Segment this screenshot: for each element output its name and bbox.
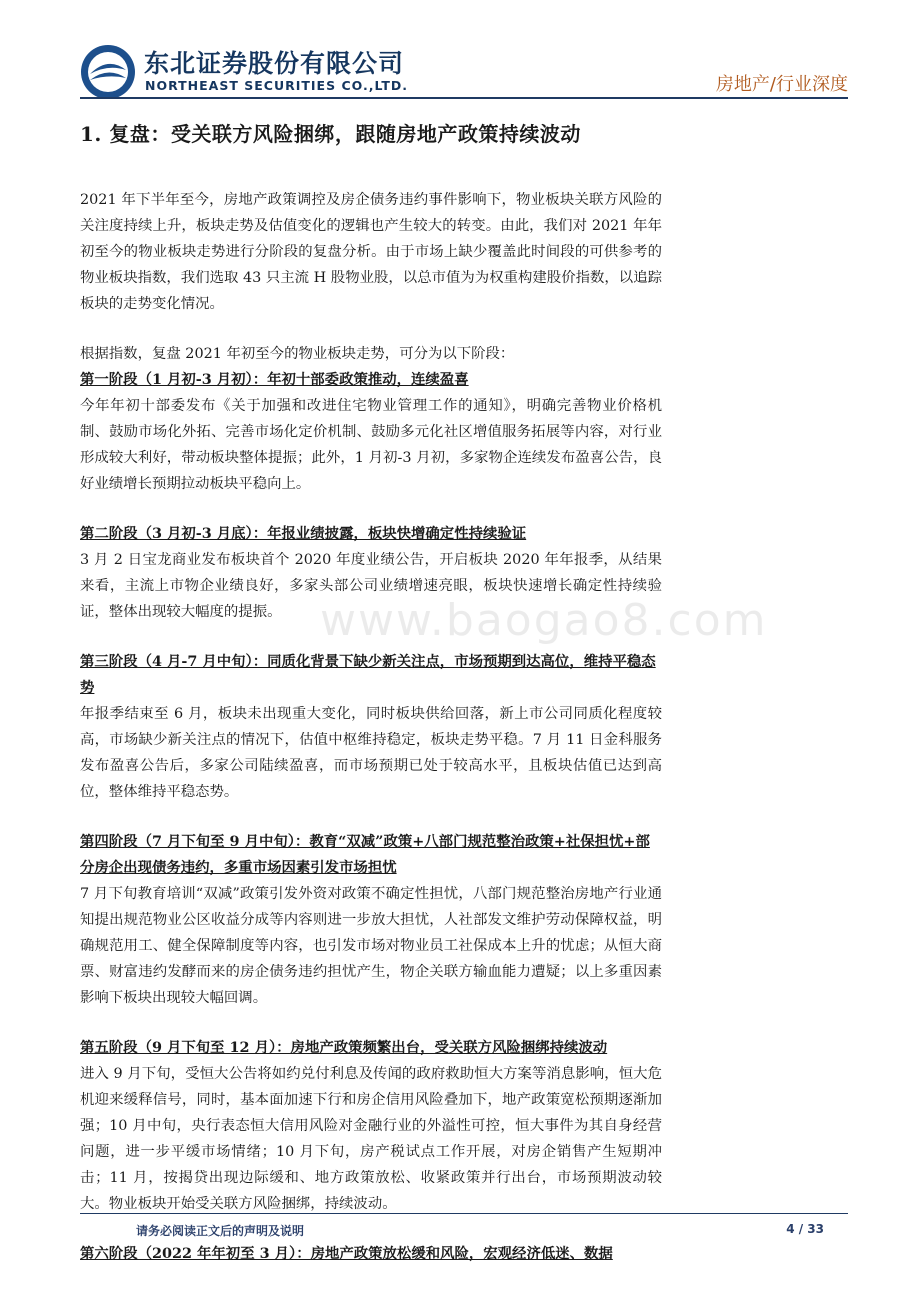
report-category: 房地产/行业深度 xyxy=(715,74,848,95)
page-header xyxy=(0,0,920,100)
stage-4-text: 7 月下旬教育培训“双减”政策引发外资对政策不确定性担忧，八部门规范整治房地产行业通知提出规范物业公区收益分成等内容则进一步放大担忧，人社部发文维护劳动保障权益，明确规范用工、健全保障制度等内容，也引发市场对物业员工社保成本上升的忧虑；从恒大商票、财富违约发酵而来的房企债务违约担忧产生，物企关联方输血能力遭疑；以上多重因素影响下板块出现较大幅回调。 xyxy=(80,886,662,1006)
main-content xyxy=(80,118,662,1267)
footer-divider xyxy=(80,1213,848,1214)
company-name-cn: 东北证券股份有限公司 xyxy=(144,49,405,78)
stage-2-title: 第二阶段（3 月初-3 月底）：年报业绩披露，板块快增确定性持续验证 xyxy=(80,525,527,542)
stage-6-title: 第六阶段（2022 年年初至 3 月）：房地产政策放松缓和风险，宏观经济低迷、数据 xyxy=(80,1245,613,1262)
stage-3-title: 第三阶段（4 月-7 月中旬）：同质化背景下缺少新关注点，市场预期到达高位，维持平稳态势 xyxy=(80,653,656,696)
stage-2-text: 3 月 2 日宝龙商业发布板块首个 2020 年度业绩公告，开启板块 2020 年年报季，从结果来看，主流上市物企业绩良好，多家头部公司业绩增速亮眼，板块快速增长确定性持续验证，整体出现较大幅度的提振。 xyxy=(80,552,662,620)
header-divider xyxy=(80,97,848,99)
company-name-en: NORTHEAST SECURITIES CO.,LTD. xyxy=(145,78,409,93)
intro-paragraph: 2021 年下半年至今，房地产政策调控及房企债务违约事件影响下，物业板块关联方风险的关注度持续上升，板块走势及估值变化的逻辑也产生较大的转变。由此，我们对 2021 年年初至今的物业板块走势进行分阶段的复盘分析。由于市场上缺少覆盖此时间段的可供参考的物业板块指数，我们选取 43 只主流 H 股物业股，以总市值为为权重构建股价指数，以追踪板块的走势变化情况。 xyxy=(80,192,662,312)
stage-5-text: 进入 9 月下旬，受恒大公告将如约兑付利息及传闻的政府救助恒大方案等消息影响，恒大危机迎来缓释信号，同时，基本面加速下行和房企信用风险叠加下，地产政策宽松预期逐渐加强；10 月中旬，央行表态恒大信用风险对金融行业的外溢性可控，恒大事件为其自身经营问题，进一步平缓市场情绪；10 月下旬，房产税试点工作开展，对房企销售产生短期冲击；11 月，按揭贷出现边际缓和、地方政策放松、收紧政策并行出台，市场预期波动较大。物业板块开始受关联方风险捆绑，持续波动。 xyxy=(80,1066,662,1212)
stages-lead: 根据指数，复盘 2021 年初至今的物业板块走势，可分为以下阶段： xyxy=(80,346,515,362)
stage-5-title: 第五阶段（9 月下旬至 12 月）：房地产政策频繁出台，受关联方风险捆绑持续波动 xyxy=(80,1039,608,1056)
stage-4-title: 第四阶段（7 月下旬至 9 月中旬）：教育“双减”政策+八部门规范整治政策+社保担忧+部分房企出现债务违约，多重市场因素引发市场担忧 xyxy=(80,833,650,876)
watermark: www.baogao8.com xyxy=(320,595,768,646)
footer-disclaimer: 请务必阅读正文后的声明及说明 xyxy=(136,1224,305,1238)
page-number: 4 / 33 xyxy=(786,1222,824,1236)
stage-3-text: 年报季结束至 6 月，板块未出现重大变化，同时板块供给回落，新上市公司同质化程度较高，市场缺少新关注点的情况下，估值中枢维持稳定，板块走势平稳。7 月 11 日金科服务发布盈喜公告后，多家公司陆续盈喜，而市场预期已处于较高水平，且板块估值已达到高位，整体维持平稳态势。 xyxy=(80,706,662,800)
stage-1-title: 第一阶段（1 月初-3 月初）：年初十部委政策推动，连续盈喜 xyxy=(80,371,469,388)
section-title: 1. 复盘：受关联方风险捆绑，跟随房地产政策持续波动 xyxy=(80,122,581,146)
stage-1-text: 今年年初十部委发布《关于加强和改进住宅物业管理工作的通知》，明确完善物业价格机制、鼓励市场化外拓、完善市场化定价机制、鼓励多元化社区增值服务拓展等内容，对行业形成较大利好，带动板块整体提振；此外，1 月初-3 月初，多家物企连续发布盈喜公告，良好业绩增长预期拉动板块平稳向上。 xyxy=(80,398,662,492)
company-logo-icon xyxy=(80,44,136,100)
